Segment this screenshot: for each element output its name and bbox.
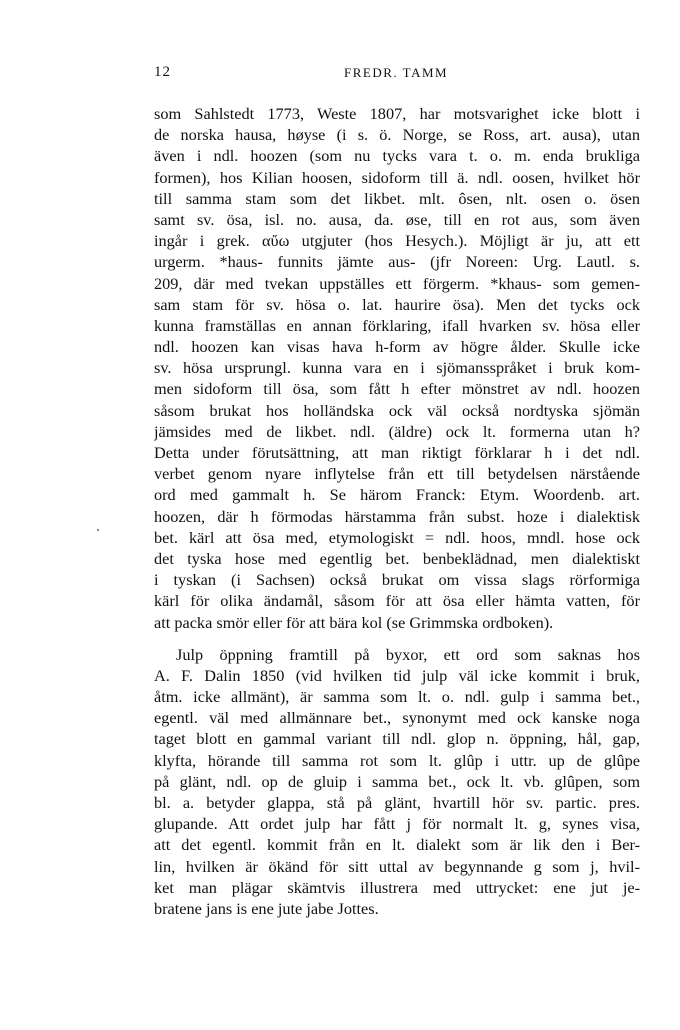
text-line: klyfta, hörande till samma rot som lt. glûp i uttr. up de glûpe <box>154 750 640 770</box>
text-line: att packa smör eller för att bära kol (se Grimmska ordboken). <box>154 612 554 632</box>
text-line: hoozen, där h förmodas härstamma från subst. hoze i dialektisk <box>154 506 640 526</box>
text-line: bratene jans is ene jute jabe Jottes. <box>154 898 379 918</box>
text-line: på glänt, ndl. op de gluip i samma bet., ock lt. vb. glûpen, som <box>154 771 640 791</box>
text-line: det tyska hose med egentlig bet. benbeklädnad, men dialektiskt <box>154 548 640 568</box>
paragraph-gap <box>154 633 640 644</box>
text-line: de norska hausa, høyse (i s. ö. Norge, se Ross, art. ausa), utan <box>154 125 640 145</box>
text-line: åtm. icke allmänt), är samma som lt. o. ndl. gulp i samma bet., <box>154 687 640 707</box>
text-line: sam stam för sv. hösa o. lat. haurire ösa). Men det tycks ock <box>154 294 640 314</box>
text-line: som Sahlstedt 1773, Weste 1807, har motsvarighet icke blott i <box>154 104 640 123</box>
text-line: ingår i grek. αὔω utgjuter (hos Hesych.). Möjligt är ju, att ett <box>154 231 640 251</box>
text-line: sv. hösa ursprungl. kunna vara en i sjömansspråket i bruk kom- <box>154 358 640 378</box>
text-line: Detta under förutsättning, att man riktigt förklarar h i det ndl. <box>154 443 640 462</box>
text-line: bet. kärl att ösa med, etymologiskt = ndl. hoos, mndl. hose ock <box>154 527 640 547</box>
paragraph-julp <box>154 644 640 919</box>
text-line: ket man plägar skämtvis illustrera med uttrycket: ene jut je- <box>154 877 640 897</box>
paragraph-hoozen <box>154 103 640 633</box>
page-number: 12 <box>154 64 171 80</box>
text-line: ord med gammalt h. Se härom Franck: Etym. Woordenb. art. <box>154 485 640 505</box>
text-line: formen), hos Kilian hoosen, sidoform till ä. ndl. oosen, hvilket hör <box>154 167 640 187</box>
text-line: taget blott en gammal variant till ndl. glop n. öppning, hål, gap, <box>154 729 640 749</box>
text-line: att det egentl. kommit från en lt. dialekt som är lik den i Ber- <box>154 835 640 855</box>
text-line: till samma stam som det likbet. mlt. ôsen, nlt. osen o. ösen <box>154 188 640 208</box>
text-line: verbet genom nyare inflytelse från ett till betydelsen närstående <box>154 464 640 484</box>
text-line: kunna framställas en annan förklaring, ifall hvarken sv. hösa eller <box>154 315 640 335</box>
text-line: ndl. hoozen kan visas hava h-form av högre ålder. Skulle icke <box>154 337 640 357</box>
text-line: även i ndl. hoozen (som nu tycks vara t. o. m. enda brukliga <box>154 146 640 166</box>
text-line: egentl. väl med allmännare bet., synonymt med ock kanske noga <box>154 708 640 728</box>
text-line: 209, där med tvekan uppställes ett förgerm. *khaus- som gemen- <box>154 273 640 293</box>
margin-speck <box>97 529 99 531</box>
text-line: Julp öppning framtill på byxor, ett ord som saknas hos <box>176 644 640 664</box>
text-line: i tyskan (i Sachsen) också brukat om vissa slags rörformiga <box>154 570 640 590</box>
text-line: samt sv. ösa, isl. no. ausa, da. øse, till en rot aus, som även <box>154 209 640 229</box>
text-line: men sidoform till ösa, som fått h efter mönstret av ndl. hoozen <box>154 379 640 399</box>
text-line: såsom brukat hos holländska ock väl också nordtyska sjömän <box>154 400 640 420</box>
text-line: lin, hvilken är ökänd för sitt uttal av begynnande g som j, hvil- <box>154 856 640 876</box>
page-header <box>0 64 680 86</box>
running-head: FREDR. TAMM <box>344 65 449 80</box>
text-line: bl. a. betyder glappa, stå på glänt, hvartill hör sv. partic. pres. <box>154 793 640 812</box>
text-line: kärl för olika ändamål, såsom för att ösa eller hämta vatten, för <box>154 591 640 611</box>
text-line: jämsides med de likbet. ndl. (äldre) ock lt. formerna utan h? <box>154 421 640 441</box>
text-line: A. F. Dalin 1850 (vid hvilken tid julp väl icke kommit i bruk, <box>154 665 640 685</box>
text-line: glupande. Att ordet julp har fått j för normalt lt. g, synes visa, <box>154 814 640 834</box>
body-text <box>154 103 640 919</box>
text-line: urgerm. *haus- funnits jämte aus- (jfr Noreen: Urg. Lautl. s. <box>154 252 640 272</box>
